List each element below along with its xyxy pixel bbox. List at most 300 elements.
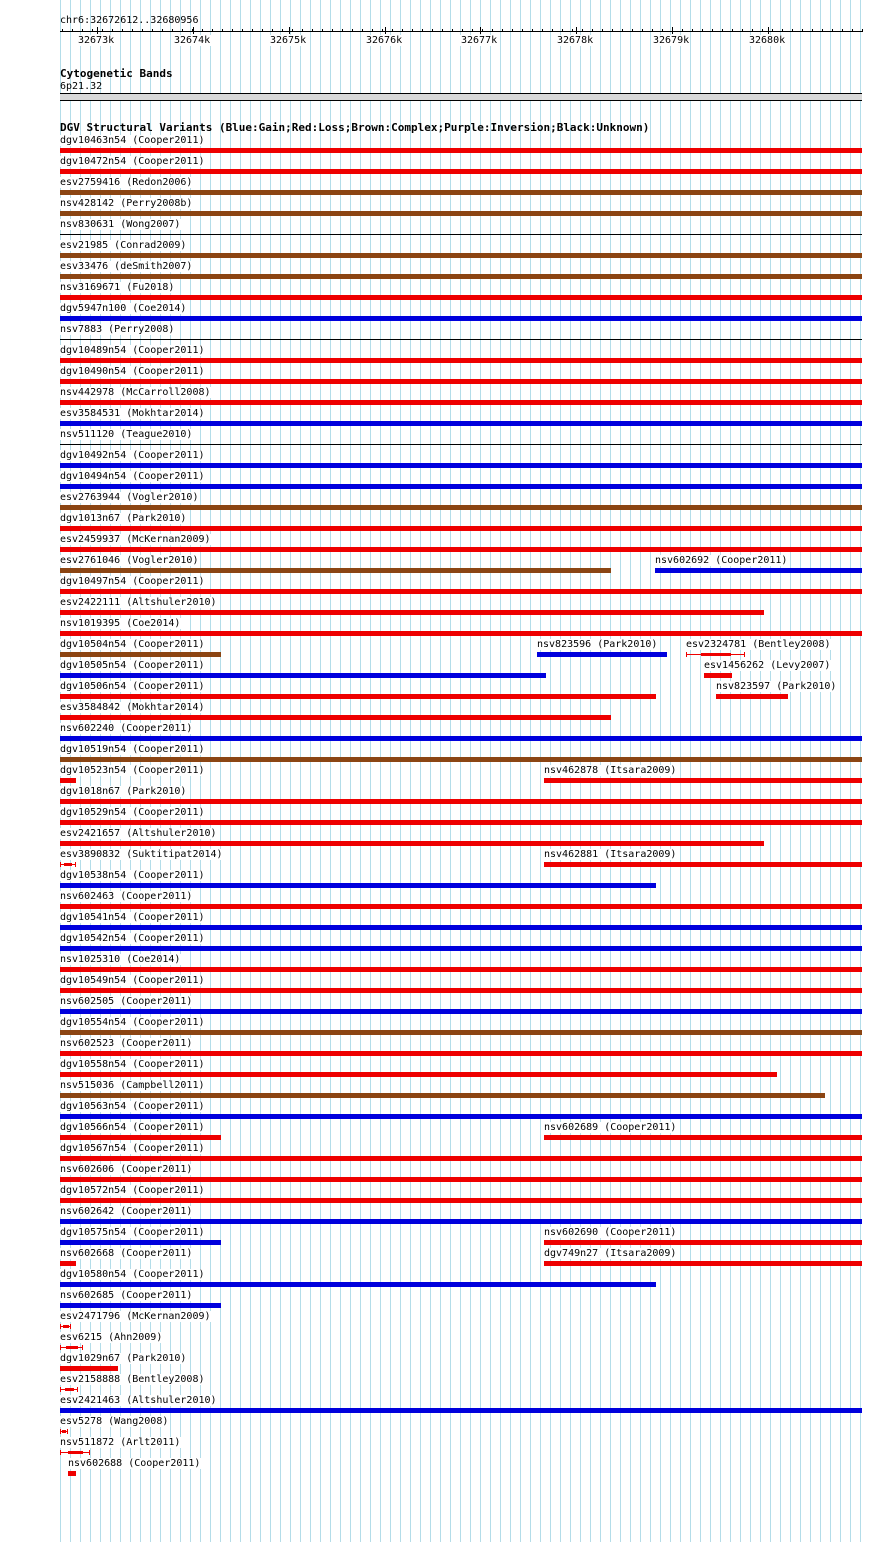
grid-line	[470, 0, 471, 1542]
variant-label: dgv10505n54 (Cooper2011)	[60, 660, 205, 671]
variant-label: esv6215 (Ahn2009)	[60, 1332, 163, 1343]
variant-bar-gain[interactable]	[60, 1219, 862, 1224]
ruler-minor-tick	[772, 29, 773, 32]
ruler-tick-label: 32673k	[78, 35, 115, 46]
variant-label: nsv602240 (Cooper2011)	[60, 723, 193, 734]
variant-label: esv5278 (Wang2008)	[60, 1416, 169, 1427]
ruler-minor-tick	[702, 29, 703, 32]
grid-line	[720, 0, 721, 1542]
ruler-minor-tick	[382, 29, 383, 32]
ruler-minor-tick	[622, 29, 623, 32]
ruler-minor-tick	[562, 29, 563, 32]
grid-line	[240, 0, 241, 1542]
grid-line	[280, 0, 281, 1542]
variant-bar-loss[interactable]	[60, 904, 862, 909]
variant-label: nsv442978 (McCarroll2008)	[60, 387, 211, 398]
ruler-minor-tick	[262, 29, 263, 32]
ruler-minor-tick	[522, 29, 523, 32]
variant-bar-loss[interactable]	[544, 862, 862, 867]
variant-bar-loss[interactable]	[60, 715, 611, 720]
ruler-minor-tick	[462, 29, 463, 32]
ruler-minor-tick	[652, 29, 653, 32]
variant-label: dgv10506n54 (Cooper2011)	[60, 681, 205, 692]
ruler-minor-tick	[632, 29, 633, 32]
ruler-minor-tick	[542, 29, 543, 32]
grid-line	[390, 0, 391, 1542]
variant-bar-loss[interactable]	[60, 1387, 78, 1392]
variant-label: dgv10558n54 (Cooper2011)	[60, 1059, 205, 1070]
grid-line	[430, 0, 431, 1542]
variant-bar-loss[interactable]	[60, 547, 862, 552]
grid-line	[780, 0, 781, 1542]
variant-label: nsv602668 (Cooper2011)	[60, 1248, 193, 1259]
cytoband-ideogram[interactable]	[60, 93, 862, 101]
ruler-major-tick	[193, 27, 194, 34]
grid-line	[460, 0, 461, 1542]
grid-line	[270, 0, 271, 1542]
variant-label: esv2471796 (McKernan2009)	[60, 1311, 211, 1322]
variant-label: dgv10472n54 (Cooper2011)	[60, 156, 205, 167]
ruler-minor-tick	[162, 29, 163, 32]
ruler-minor-tick	[682, 29, 683, 32]
ruler-minor-tick	[362, 29, 363, 32]
ruler-minor-tick	[82, 29, 83, 32]
grid-line	[850, 0, 851, 1542]
variant-bar-complex[interactable]	[60, 274, 862, 279]
variant-bar-loss[interactable]	[60, 1429, 68, 1434]
variant-label: nsv823596 (Park2010)	[537, 639, 658, 650]
ruler-minor-tick	[372, 29, 373, 32]
grid-line	[520, 0, 521, 1542]
variant-bar-loss[interactable]	[60, 1177, 862, 1182]
variant-label: nsv428142 (Perry2008b)	[60, 198, 193, 209]
grid-line	[820, 0, 821, 1542]
variant-label: dgv10554n54 (Cooper2011)	[60, 1017, 205, 1028]
grid-line	[700, 0, 701, 1542]
variant-bar-complex[interactable]	[60, 568, 611, 573]
ruler-minor-tick	[302, 29, 303, 32]
ruler-minor-tick	[502, 29, 503, 32]
grid-line	[440, 0, 441, 1542]
ruler-minor-tick	[402, 29, 403, 32]
variant-label: esv2421463 (Altshuler2010)	[60, 1395, 217, 1406]
ruler-minor-tick	[92, 29, 93, 32]
variant-label: nsv602688 (Cooper2011)	[68, 1458, 201, 1469]
variant-bar-gain[interactable]	[60, 463, 862, 468]
dgv-track-title: DGV Structural Variants (Blue:Gain;Red:Loss;Brown:Complex;Purple:Inversion;Black:Unknown)	[60, 121, 650, 134]
grid-line	[770, 0, 771, 1542]
variant-label: esv2763944 (Vogler2010)	[60, 492, 199, 503]
variant-label: dgv10519n54 (Cooper2011)	[60, 744, 205, 755]
ruler-minor-tick	[812, 29, 813, 32]
variant-label: esv3584842 (Mokhtar2014)	[60, 702, 205, 713]
ruler-major-tick	[768, 27, 769, 34]
variant-label: esv33476 (deSmith2007)	[60, 261, 193, 272]
ruler-minor-tick	[552, 29, 553, 32]
ruler-minor-tick	[642, 29, 643, 32]
variant-bar-loss[interactable]	[60, 694, 656, 699]
grid-line	[400, 0, 401, 1542]
variant-bar-gain[interactable]	[60, 421, 862, 426]
grid-line	[410, 0, 411, 1542]
variant-label: esv2158888 (Bentley2008)	[60, 1374, 205, 1385]
variant-bar-gain[interactable]	[60, 1303, 221, 1308]
grid-line	[230, 0, 231, 1542]
variant-bar-unknown[interactable]	[60, 234, 862, 235]
ruler-minor-tick	[212, 29, 213, 32]
ruler-minor-tick	[352, 29, 353, 32]
variant-bar-loss[interactable]	[60, 148, 862, 153]
ruler-minor-tick	[832, 29, 833, 32]
ruler-tick-label: 32675k	[270, 35, 307, 46]
ruler-tick-label: 32680k	[749, 35, 786, 46]
variant-bar-loss[interactable]	[544, 1261, 862, 1266]
variant-bar-loss[interactable]	[60, 1345, 83, 1350]
variant-bar-loss[interactable]	[68, 1471, 76, 1476]
variant-label: dgv10538n54 (Cooper2011)	[60, 870, 205, 881]
grid-line	[840, 0, 841, 1542]
variant-bar-loss[interactable]	[60, 169, 862, 174]
variant-bar-loss[interactable]	[60, 820, 862, 825]
variant-bar-gain[interactable]	[60, 946, 862, 951]
ruler-minor-tick	[202, 29, 203, 32]
ruler-major-tick	[385, 27, 386, 34]
variant-bar-gain[interactable]	[537, 652, 667, 657]
ruler-minor-tick	[742, 29, 743, 32]
variant-label: nsv830631 (Wong2007)	[60, 219, 181, 230]
grid-line	[760, 0, 761, 1542]
grid-line	[530, 0, 531, 1542]
variant-label: esv2324781 (Bentley2008)	[686, 639, 831, 650]
ruler-minor-tick	[612, 29, 613, 32]
ruler-minor-tick	[852, 29, 853, 32]
grid-line	[450, 0, 451, 1542]
variant-bar-loss[interactable]	[544, 1135, 862, 1140]
variant-label: dgv10504n54 (Cooper2011)	[60, 639, 205, 650]
grid-line	[510, 0, 511, 1542]
variant-label: nsv602505 (Cooper2011)	[60, 996, 193, 1007]
variant-label: dgv1029n67 (Park2010)	[60, 1353, 187, 1364]
variant-bar-complex[interactable]	[60, 211, 862, 216]
grid-line	[710, 0, 711, 1542]
ruler-minor-tick	[392, 29, 393, 32]
variant-bar-loss[interactable]	[60, 295, 862, 300]
ruler-minor-tick	[782, 29, 783, 32]
ruler-minor-tick	[442, 29, 443, 32]
variant-label: esv1456262 (Levy2007)	[704, 660, 831, 671]
variant-label: nsv602689 (Cooper2011)	[544, 1122, 677, 1133]
variant-label: dgv10549n54 (Cooper2011)	[60, 975, 205, 986]
variant-bar-gain[interactable]	[60, 1114, 862, 1119]
variant-label: nsv602642 (Cooper2011)	[60, 1206, 193, 1217]
variant-label: nsv515036 (Campbell2011)	[60, 1080, 205, 1091]
variant-bar-loss[interactable]	[60, 1366, 118, 1371]
grid-line	[220, 0, 221, 1542]
variant-bar-gain[interactable]	[60, 736, 862, 741]
ruler-tick-label: 32677k	[461, 35, 498, 46]
variant-label: nsv462881 (Itsara2009)	[544, 849, 677, 860]
grid-line	[800, 0, 801, 1542]
grid-line	[320, 0, 321, 1542]
variant-label: dgv10494n54 (Cooper2011)	[60, 471, 205, 482]
variant-bar-loss[interactable]	[60, 589, 862, 594]
variant-bar-loss[interactable]	[60, 631, 862, 636]
ruler-tick-label: 32674k	[174, 35, 211, 46]
grid-line	[480, 0, 481, 1542]
grid-line	[380, 0, 381, 1542]
variant-bar-loss[interactable]	[60, 1261, 76, 1266]
ruler-minor-tick	[662, 29, 663, 32]
grid-line	[740, 0, 741, 1542]
ruler-minor-tick	[712, 29, 713, 32]
variant-label: nsv1019395 (Coe2014)	[60, 618, 181, 629]
ruler-minor-tick	[752, 29, 753, 32]
variant-label: esv2422111 (Altshuler2010)	[60, 597, 217, 608]
grid-line	[340, 0, 341, 1542]
variant-bar-gain[interactable]	[60, 316, 862, 321]
cytoband-track-title: Cytogenetic Bands	[60, 67, 173, 80]
ruler-major-tick	[672, 27, 673, 34]
variant-bar-complex[interactable]	[60, 1030, 862, 1035]
variant-label: esv3890832 (Suktitipat2014)	[60, 849, 223, 860]
variant-bar-complex[interactable]	[60, 253, 862, 258]
variant-label: esv2421657 (Altshuler2010)	[60, 828, 217, 839]
ruler-minor-tick	[432, 29, 433, 32]
variant-bar-complex[interactable]	[60, 505, 862, 510]
ruler-major-tick	[576, 27, 577, 34]
ruler-minor-tick	[132, 29, 133, 32]
variant-label: dgv10541n54 (Cooper2011)	[60, 912, 205, 923]
ruler-minor-tick	[532, 29, 533, 32]
variant-label: nsv602692 (Cooper2011)	[655, 555, 788, 566]
variant-label: dgv10492n54 (Cooper2011)	[60, 450, 205, 461]
variant-bar-loss[interactable]	[60, 1051, 862, 1056]
variant-label: dgv1018n67 (Park2010)	[60, 786, 187, 797]
grid-line	[830, 0, 831, 1542]
variant-bar-unknown[interactable]	[60, 444, 862, 445]
ruler-minor-tick	[792, 29, 793, 32]
variant-label: dgv10542n54 (Cooper2011)	[60, 933, 205, 944]
variant-label: nsv602523 (Cooper2011)	[60, 1038, 193, 1049]
variant-bar-loss[interactable]	[544, 778, 862, 783]
variant-bar-loss[interactable]	[60, 1072, 777, 1077]
variant-label: nsv602690 (Cooper2011)	[544, 1227, 677, 1238]
ruler-minor-tick	[232, 29, 233, 32]
ruler-minor-tick	[802, 29, 803, 32]
variant-label: nsv602606 (Cooper2011)	[60, 1164, 193, 1175]
grid-line	[420, 0, 421, 1542]
variant-bar-loss[interactable]	[60, 610, 764, 615]
variant-label: dgv10572n54 (Cooper2011)	[60, 1185, 205, 1196]
variant-bar-gain[interactable]	[655, 568, 862, 573]
grid-line	[750, 0, 751, 1542]
ruler-minor-tick	[122, 29, 123, 32]
variant-bar-loss[interactable]	[60, 400, 862, 405]
variant-bar-gain[interactable]	[60, 1240, 221, 1245]
variant-label: nsv602463 (Cooper2011)	[60, 891, 193, 902]
variant-bar-loss[interactable]	[60, 1450, 90, 1455]
variant-bar-complex[interactable]	[60, 757, 862, 762]
grid-line	[860, 0, 861, 1542]
ruler-minor-tick	[592, 29, 593, 32]
variant-label: dgv10490n54 (Cooper2011)	[60, 366, 205, 377]
variant-label: nsv823597 (Park2010)	[716, 681, 837, 692]
variant-bar-gain[interactable]	[60, 484, 862, 489]
ruler-minor-tick	[452, 29, 453, 32]
variant-label: nsv3169671 (Fu2018)	[60, 282, 175, 293]
variant-bar-gain[interactable]	[60, 925, 862, 930]
variant-label: dgv10529n54 (Cooper2011)	[60, 807, 205, 818]
cytoband-name: 6p21.32	[60, 81, 103, 92]
ruler-major-tick	[480, 27, 481, 34]
grid-line	[260, 0, 261, 1542]
grid-line	[350, 0, 351, 1542]
grid-line	[250, 0, 251, 1542]
grid-line	[690, 0, 691, 1542]
ruler-minor-tick	[732, 29, 733, 32]
variant-label: dgv1013n67 (Park2010)	[60, 513, 187, 524]
variant-label: dgv5947n100 (Coe2014)	[60, 303, 187, 314]
variant-label: esv21985 (Conrad2009)	[60, 240, 187, 251]
ruler-minor-tick	[222, 29, 223, 32]
ruler-major-tick	[97, 27, 98, 34]
variant-bar-gain[interactable]	[60, 673, 546, 678]
grid-line	[680, 0, 681, 1542]
ruler-minor-tick	[842, 29, 843, 32]
variant-label: nsv1025310 (Coe2014)	[60, 954, 181, 965]
ruler-minor-tick	[512, 29, 513, 32]
variant-bar-loss[interactable]	[60, 526, 862, 531]
ruler-minor-tick	[492, 29, 493, 32]
grid-line	[490, 0, 491, 1542]
variant-bar-unknown[interactable]	[60, 339, 862, 340]
variant-bar-gain[interactable]	[60, 1009, 862, 1014]
ruler-minor-tick	[482, 29, 483, 32]
variant-bar-loss[interactable]	[60, 967, 862, 972]
variant-bar-loss[interactable]	[60, 1324, 71, 1329]
variant-label: dgv10497n54 (Cooper2011)	[60, 576, 205, 587]
variant-bar-loss[interactable]	[60, 799, 862, 804]
variant-bar-gain[interactable]	[60, 1282, 656, 1287]
grid-line	[730, 0, 731, 1542]
ruler-minor-tick	[582, 29, 583, 32]
ruler-minor-tick	[62, 29, 63, 32]
ruler-minor-tick	[822, 29, 823, 32]
ruler-minor-tick	[322, 29, 323, 32]
grid-line	[370, 0, 371, 1542]
ruler-minor-tick	[242, 29, 243, 32]
grid-line	[540, 0, 541, 1542]
grid-line	[330, 0, 331, 1542]
variant-label: dgv10580n54 (Cooper2011)	[60, 1269, 205, 1280]
ruler-major-tick	[289, 27, 290, 34]
variant-bar-loss[interactable]	[60, 841, 764, 846]
variant-label: dgv10563n54 (Cooper2011)	[60, 1101, 205, 1112]
ruler-minor-tick	[102, 29, 103, 32]
variant-bar-loss[interactable]	[60, 1156, 862, 1161]
grid-line	[810, 0, 811, 1542]
ruler-minor-tick	[292, 29, 293, 32]
ruler-tick-label: 32678k	[557, 35, 594, 46]
ruler-minor-tick	[422, 29, 423, 32]
grid-line	[290, 0, 291, 1542]
variant-label: dgv10463n54 (Cooper2011)	[60, 135, 205, 146]
variant-bar-loss[interactable]	[60, 358, 862, 363]
ruler-minor-tick	[272, 29, 273, 32]
ruler-minor-tick	[412, 29, 413, 32]
ruler-minor-tick	[112, 29, 113, 32]
variant-label: nsv602685 (Cooper2011)	[60, 1290, 193, 1301]
grid-line	[790, 0, 791, 1542]
variant-label: esv2759416 (Redon2006)	[60, 177, 193, 188]
ruler-minor-tick	[862, 29, 863, 32]
grid-line	[310, 0, 311, 1542]
variant-bar-loss[interactable]	[716, 694, 788, 699]
variant-label: dgv749n27 (Itsara2009)	[544, 1248, 677, 1259]
ruler-tick-label: 32679k	[653, 35, 690, 46]
variant-bar-loss[interactable]	[686, 652, 745, 657]
ruler-minor-tick	[252, 29, 253, 32]
ruler-minor-tick	[472, 29, 473, 32]
variant-bar-complex[interactable]	[60, 1093, 825, 1098]
ruler-minor-tick	[602, 29, 603, 32]
ruler-tick-label: 32676k	[366, 35, 403, 46]
ruler-minor-tick	[332, 29, 333, 32]
variant-label: nsv462878 (Itsara2009)	[544, 765, 677, 776]
ruler-minor-tick	[282, 29, 283, 32]
variant-bar-loss[interactable]	[60, 1135, 221, 1140]
variant-label: nsv511872 (Arlt2011)	[60, 1437, 181, 1448]
variant-bar-loss[interactable]	[60, 1198, 862, 1203]
variant-bar-complex[interactable]	[60, 652, 221, 657]
ruler-minor-tick	[692, 29, 693, 32]
ruler-minor-tick	[172, 29, 173, 32]
variant-label: dgv10489n54 (Cooper2011)	[60, 345, 205, 356]
range-label: chr6:32672612..32680956	[60, 15, 199, 26]
ruler-minor-tick	[342, 29, 343, 32]
variant-bar-loss[interactable]	[704, 673, 732, 678]
variant-bar-loss[interactable]	[544, 1240, 862, 1245]
variant-label: dgv10566n54 (Cooper2011)	[60, 1122, 205, 1133]
ruler-minor-tick	[312, 29, 313, 32]
grid-line	[500, 0, 501, 1542]
ruler-minor-tick	[152, 29, 153, 32]
variant-bar-loss[interactable]	[60, 862, 76, 867]
variant-label: nsv7883 (Perry2008)	[60, 324, 175, 335]
ruler-minor-tick	[762, 29, 763, 32]
grid-line	[360, 0, 361, 1542]
variant-label: esv2761046 (Vogler2010)	[60, 555, 199, 566]
ruler-minor-tick	[722, 29, 723, 32]
variant-label: dgv10523n54 (Cooper2011)	[60, 765, 205, 776]
variant-bar-complex[interactable]	[60, 190, 862, 195]
variant-label: dgv10575n54 (Cooper2011)	[60, 1227, 205, 1238]
variant-bar-loss[interactable]	[60, 778, 76, 783]
variant-bar-loss[interactable]	[60, 988, 862, 993]
variant-bar-loss[interactable]	[60, 379, 862, 384]
variant-label: esv2459937 (McKernan2009)	[60, 534, 211, 545]
ruler-minor-tick	[142, 29, 143, 32]
variant-bar-gain[interactable]	[60, 1408, 862, 1413]
ruler-minor-tick	[182, 29, 183, 32]
variant-label: dgv10567n54 (Cooper2011)	[60, 1143, 205, 1154]
variant-label: esv3584531 (Mokhtar2014)	[60, 408, 205, 419]
grid-line	[300, 0, 301, 1542]
variant-bar-gain[interactable]	[60, 883, 656, 888]
ruler-minor-tick	[572, 29, 573, 32]
variant-label: nsv511120 (Teague2010)	[60, 429, 193, 440]
ruler-minor-tick	[72, 29, 73, 32]
